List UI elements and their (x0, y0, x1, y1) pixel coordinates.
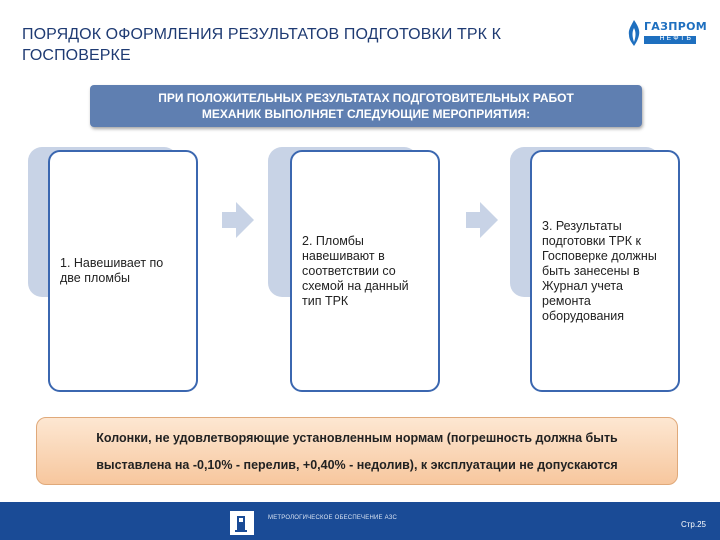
footer-bar (0, 502, 720, 540)
page-title: ПОРЯДОК ОФОРМЛЕНИЯ РЕЗУЛЬТАТОВ ПОДГОТОВКИ ТРК К ГОСПОВЕРКЕ (22, 26, 502, 64)
step-2-card (290, 150, 440, 392)
note-line-2: выставлена на -0,10% - перелив, +0,40% - недолив), к эксплуатации не допускаются (96, 458, 618, 472)
logo-sub: НЕФТЬ (659, 35, 693, 42)
intro-banner (90, 85, 642, 127)
step-1-text: 1. Навешивает по две пломбы (60, 256, 164, 285)
step-3-card (530, 150, 680, 392)
warning-note (36, 417, 678, 485)
logo-name: ГАЗПРОМ (644, 20, 708, 33)
arrow-right-icon (222, 202, 254, 238)
fuel-pump-glyph (231, 512, 253, 534)
page-number: Стр.25 (680, 520, 706, 529)
step-1-card (48, 150, 198, 392)
arrow-right-icon (466, 202, 498, 238)
logo-bar (644, 36, 696, 44)
banner-line-1: ПРИ ПОЛОЖИТЕЛЬНЫХ РЕЗУЛЬТАТАХ ПОДГОТОВИТЕЛЬНЫХ РАБОТ (158, 91, 574, 105)
step-2-text: 2. Пломбы навешивают в соответствии со схемой на данный тип ТРК (302, 233, 409, 308)
step-3-text: 3. Результаты подготовки ТРК к Госповерке должны быть занесены в Журнал учета ремонта оборудования (542, 218, 657, 323)
fuel-pump-icon (230, 511, 254, 535)
note-line-1: Колонки, не удовлетворяющие установленным нормам (погрешность должна быть (96, 431, 618, 445)
flame-icon (626, 20, 642, 46)
banner-line-2: МЕХАНИК ВЫПОЛНЯЕТ СЛЕДУЮЩИЕ МЕРОПРИЯТИЯ: (201, 107, 531, 121)
gazprom-neft-logo (626, 20, 708, 52)
footer-label: МЕТРОЛОГИЧЕСКОЕ ОБЕСПЕЧЕНИЕ АЗС (268, 515, 397, 521)
